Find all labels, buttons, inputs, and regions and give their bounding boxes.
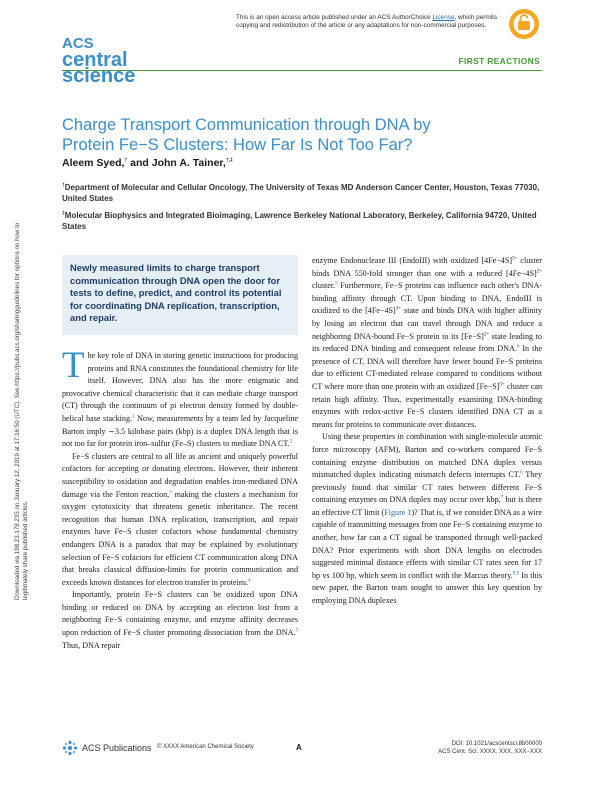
abstract-box: [62, 255, 298, 335]
license-note: [236, 14, 506, 30]
paragraph-text: cluster.: [312, 281, 336, 291]
reference-link[interactable]: 5: [335, 281, 338, 287]
paragraph-text: but is there an effective CT limit (: [312, 495, 542, 517]
paragraph: [312, 255, 542, 431]
reference-link[interactable]: 5: [295, 628, 298, 634]
citation-text: ACS Cent. Sci. XXXX, XXX, XXX−XXX: [438, 749, 542, 755]
page-number: A: [296, 743, 302, 752]
paragraph-text: They previously found that similar CT rates between different Fe−S containing enzymes on DNA duplex may occur over kbp,: [312, 470, 542, 505]
paragraph-text: Fe−S clusters are central to all life as ancient and uniquely powerful cofactors for accepting or donating electrons. However, their inherent susceptibility to oxidation and degradation enables iron-mediated DNA damage via the Fenton reaction,: [62, 451, 298, 499]
charge-superscript: 2+: [483, 331, 490, 337]
paragraph-text: enzyme Endonuclease III (EndoIII) with oxidized [4Fe−4S]: [312, 256, 513, 265]
paragraph-text: Importantly, protein Fe−S clusters can be oxidized upon DNA binding or reduced on DNA by accepting an electron lost from a neighboring Fe−S containing enzyme, and enzyme affinity decreases upon reduction of Fe−S cluster promoting dissociation from the DNA.: [62, 590, 298, 638]
logo-science: science: [62, 65, 136, 87]
drop-cap: T: [62, 345, 85, 386]
page-footer: [62, 738, 542, 762]
journal-logo[interactable]: [62, 35, 136, 87]
author-name[interactable]: John A. Tainer,: [151, 157, 226, 169]
doi-link[interactable]: DOI: 10.1021/acscentsci.8b00000: [451, 741, 542, 747]
paragraph-text: )? That is, if we consider DNA as a wire capable of transmitting messages from one Fe−S containing enzyme to another, how far can a CT signal be transported through well-packed DNA? Prior experiments with short DNA lengths on electrodes suggested minimal distance effects with similar CT rates seen for 17 bp vs 100 bp, which seem in conflict with the Marcus theory.: [312, 507, 543, 580]
paragraph: [62, 451, 298, 590]
affiliation-mark: †: [124, 157, 128, 164]
reference-link[interactable]: 2: [289, 439, 293, 445]
acs-publications-icon: [62, 740, 78, 756]
paragraph-text: state and binds DNA with higher affinity by losing an electron that can travel through DNA and reduce a neighboring DNA-bound Fe−S protein to its [Fe−S]: [312, 306, 542, 341]
reference-link[interactable]: 4: [248, 578, 251, 583]
paragraph-text: Using these properties in combination with single-molecule atomic force microscopy (AFM), Barton and co-workers compared Fe−S containing enzyme distribution on matched DNA duplex versus mismatched duplex indicating mismatch defects interrupts CT.: [312, 432, 542, 480]
affiliation-mark: †: [62, 182, 65, 189]
reference-link[interactable]: 1: [132, 414, 135, 420]
doi-block: [438, 740, 542, 756]
open-access-badge-icon[interactable]: [508, 8, 540, 40]
publisher-name[interactable]: ACS Publications: [82, 743, 152, 753]
paragraph-text: state leading to its reduced DNA binding and consequent release from DNA.: [312, 331, 542, 354]
abstract-text: Newly measured limits to charge transport communication through DNA open the door for tests to define, predict, and control its potential for coordinating DNA replication, transcription, and repair.: [70, 262, 282, 324]
affiliation-text: Molecular Biophysics and Integrated Bioimaging, Lawrence Berkeley National Laboratory, Berkeley, California 94720, United States: [62, 211, 537, 231]
affiliation-mark: †,‡: [225, 157, 233, 164]
body-column-left: [62, 345, 299, 652]
author-name[interactable]: Aleem Syed,: [62, 157, 125, 169]
paragraph-text: In the presence of CT, DNA will therefore have fewer bound Fe−S proteins due to efficient CT-mediated release compared to conditions without CT where more than one protein with an oxidized [Fe−S]: [312, 344, 542, 391]
article-title: Charge Transport Communication through DNA by Protein Fe−S Clusters: How Far Is Not Too Far?: [62, 116, 431, 154]
paragraph: [312, 431, 542, 607]
reference-link[interactable]: 7: [500, 495, 504, 501]
paragraph-text: cluster binds DNA 550-fold stronger than one with a reduced [4Fe−4S]: [312, 256, 542, 278]
charge-superscript: 3+: [499, 382, 505, 388]
header-divider: [62, 70, 542, 71]
reference-link[interactable]: 6: [520, 470, 523, 476]
paragraph-text: cluster can retain high affinity. Thus, experimentally examining DNA-binding enzymes with redox-active Fe−S clusters identified DNA CT as a means for proteins to communicate over distances.: [312, 381, 542, 429]
license-link[interactable]: License: [432, 14, 455, 21]
body-column-right: [312, 255, 542, 608]
paragraph-text: he key role of DNA in storing genetic instructions for producing proteins and RNA constitutes the foundational chemistry for life itself. However, DNA also has the more enigmatic and provocative chemical characteristic that it can mediate charge transport (CT) through the continuum of pi electron density formed by double-helical base stacking.: [62, 351, 298, 423]
affiliation-text: Department of Molecular and Cellular Oncology, The University of Texas MD Anderson Cancer Center, Houston, Texas 77030, United States: [62, 183, 540, 203]
paragraph: [62, 589, 298, 652]
download-note: Downloaded via 198.23.178.235 on January 12, 2019 at 17:16:50 (UTC). See https://pubs.acs.org/sharingguidelines for options on how to legitimately share published articles.: [14, 222, 29, 600]
figure-link[interactable]: Figure 1: [384, 507, 412, 517]
reference-link[interactable]: 8,9: [512, 571, 519, 577]
affiliation: [62, 210, 542, 232]
copyright-notice: © XXXX American Chemical Society: [157, 744, 254, 750]
paragraph-text: Thus, DNA repair: [62, 640, 121, 650]
paragraph-text: Now, measurements by a team led by Jacqueline Barton imply ∼3.5 kilobase pairs (kbp) is a duplex DNA length that is not too far for protein iron–sulfur (Fe–S) clusters to mediate DNA CT.: [62, 413, 298, 449]
charge-superscript: 2+: [536, 268, 542, 274]
logo-acs: ACS: [62, 35, 94, 52]
affiliation-mark: ‡: [62, 210, 65, 217]
author-list: [62, 157, 233, 169]
logo-central: central: [62, 49, 128, 71]
author-separator: and: [127, 157, 152, 169]
paragraph: [62, 345, 298, 451]
charge-superscript: 3+: [395, 306, 402, 312]
charge-superscript: 3+: [512, 256, 518, 262]
download-sidebar: [8, 220, 32, 600]
license-text-end: , which permits copying and redistribution of the article or any adaptations for non-commercial purposes.: [236, 14, 498, 29]
license-text: This is an open access article published under an ACS AuthorChoice: [236, 14, 431, 21]
reference-link[interactable]: 6: [516, 344, 520, 350]
section-label: FIRST REACTIONS: [458, 56, 540, 66]
affiliation: [62, 182, 542, 204]
paragraph-text: Furthermore, Fe−S proteins can influence each other's DNA-binding affinity through CT. Upon binding to DNA, EndoIII is oxidized to the [4Fe−4S]: [312, 281, 542, 316]
paragraph-text: In this new paper, the Barton team sought to answer this key question by employing DNA duplexes: [312, 570, 542, 606]
reference-link[interactable]: 3: [169, 489, 172, 495]
paragraph-text: making the clusters a mechanism for oxygen cytotoxicity that threatens genetic inheritance. The recent recognition that human DNA replication, transcription, and repair enzymes have Fe−S cluster cofactors whose fundamental chemistry endangers DNA is a paradox that may be explained by evolutionary selection of Fe−S cofactors for efficient CT communication along DNA that breaks classical diffusion-limits for protein communication and exceeds known distances for electron transfer in proteins.: [62, 489, 299, 587]
